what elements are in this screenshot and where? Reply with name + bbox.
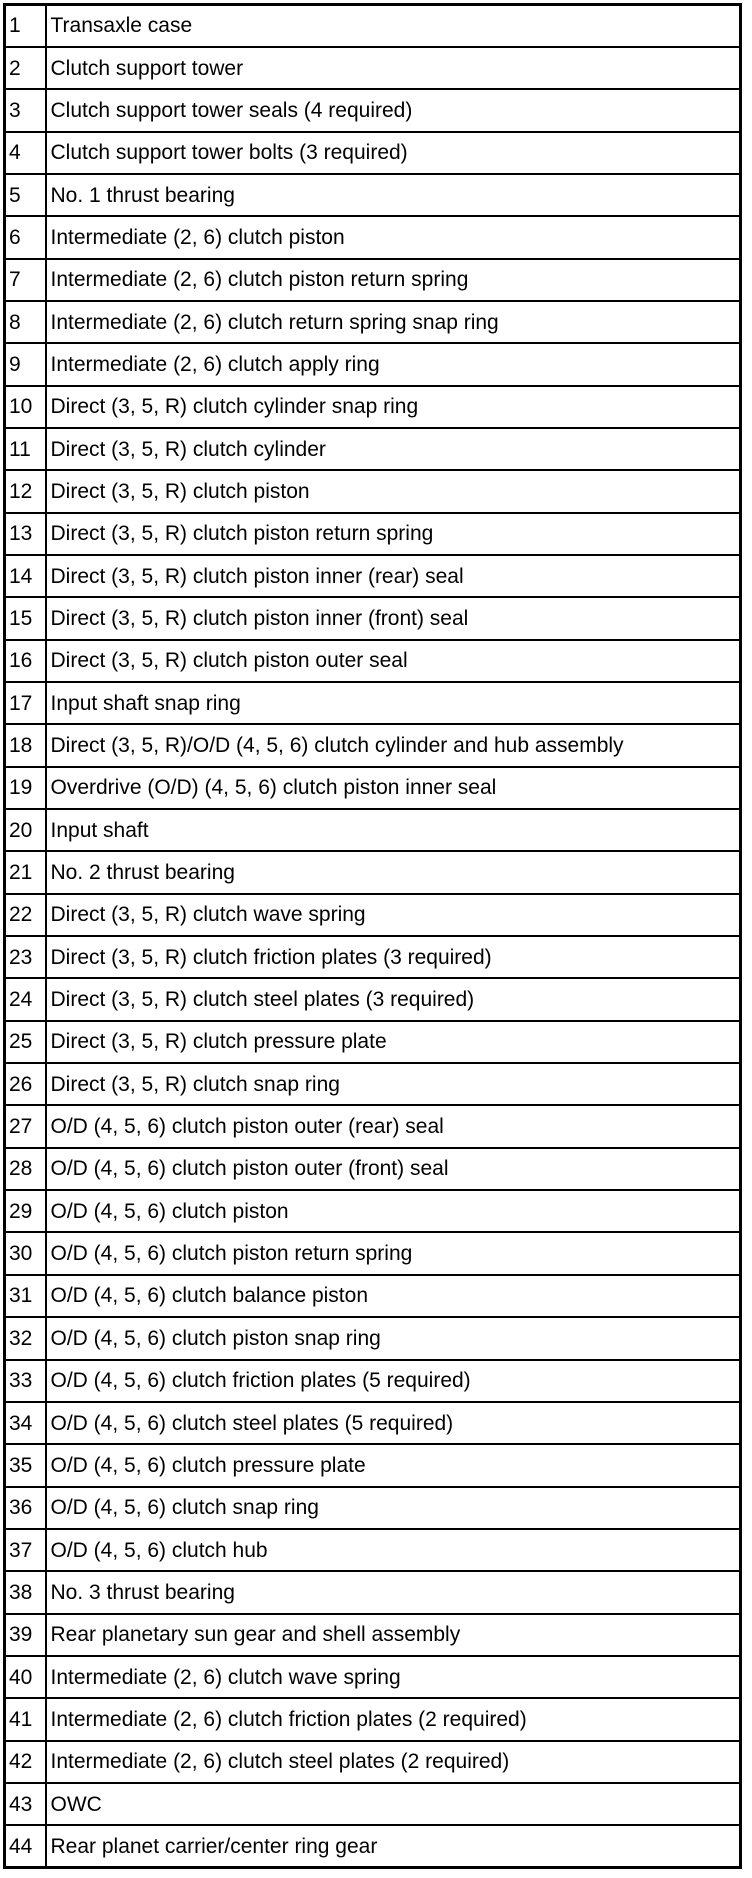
part-number: 44 xyxy=(5,1825,46,1867)
table-row xyxy=(5,1741,741,1783)
table-row xyxy=(5,851,741,893)
part-description: O/D (4, 5, 6) clutch piston xyxy=(46,1190,741,1232)
part-description: No. 3 thrust bearing xyxy=(46,1571,741,1613)
part-number: 13 xyxy=(5,513,46,555)
part-description: Direct (3, 5, R) clutch steel plates (3 required) xyxy=(46,978,741,1020)
table-row xyxy=(5,1444,741,1486)
table-row xyxy=(5,809,741,851)
part-number: 19 xyxy=(5,767,46,809)
table-row xyxy=(5,1360,741,1402)
part-number: 20 xyxy=(5,809,46,851)
part-number: 32 xyxy=(5,1317,46,1359)
table-row xyxy=(5,1190,741,1232)
part-number: 39 xyxy=(5,1614,46,1656)
part-description: O/D (4, 5, 6) clutch hub xyxy=(46,1529,741,1571)
part-number: 16 xyxy=(5,640,46,682)
table-row xyxy=(5,1571,741,1613)
part-number: 14 xyxy=(5,555,46,597)
table-row xyxy=(5,1105,741,1147)
part-description: Direct (3, 5, R)/O/D (4, 5, 6) clutch cylinder and hub assembly xyxy=(46,724,741,766)
part-number: 24 xyxy=(5,978,46,1020)
part-description: O/D (4, 5, 6) clutch balance piston xyxy=(46,1275,741,1317)
part-description: Clutch support tower seals (4 required) xyxy=(46,89,741,131)
table-row xyxy=(5,1487,741,1529)
part-number: 6 xyxy=(5,216,46,258)
table-row xyxy=(5,936,741,978)
part-number: 4 xyxy=(5,132,46,174)
table-row xyxy=(5,640,741,682)
part-number: 35 xyxy=(5,1444,46,1486)
part-number: 10 xyxy=(5,386,46,428)
part-description: Intermediate (2, 6) clutch return spring snap ring xyxy=(46,301,741,343)
part-description: Direct (3, 5, R) clutch piston inner (front) seal xyxy=(46,597,741,639)
part-description: Input shaft xyxy=(46,809,741,851)
part-description: Input shaft snap ring xyxy=(46,682,741,724)
parts-table-body xyxy=(5,5,741,1868)
part-number: 1 xyxy=(5,5,46,47)
part-description: No. 1 thrust bearing xyxy=(46,174,741,216)
table-row xyxy=(5,724,741,766)
part-description: Direct (3, 5, R) clutch friction plates (3 required) xyxy=(46,936,741,978)
table-row xyxy=(5,259,741,301)
table-row xyxy=(5,1317,741,1359)
table-row xyxy=(5,1825,741,1867)
part-description: Intermediate (2, 6) clutch steel plates (2 required) xyxy=(46,1741,741,1783)
table-row xyxy=(5,174,741,216)
part-description: Direct (3, 5, R) clutch cylinder xyxy=(46,428,741,470)
parts-legend-table xyxy=(3,3,742,1869)
table-row xyxy=(5,5,741,47)
part-description: Intermediate (2, 6) clutch wave spring xyxy=(46,1656,741,1698)
part-description: Intermediate (2, 6) clutch apply ring xyxy=(46,343,741,385)
table-row xyxy=(5,597,741,639)
table-row xyxy=(5,894,741,936)
part-number: 37 xyxy=(5,1529,46,1571)
table-row xyxy=(5,1656,741,1698)
part-number: 40 xyxy=(5,1656,46,1698)
part-description: Clutch support tower bolts (3 required) xyxy=(46,132,741,174)
table-row xyxy=(5,1275,741,1317)
table-row xyxy=(5,89,741,131)
part-number: 36 xyxy=(5,1487,46,1529)
part-description: Direct (3, 5, R) clutch pressure plate xyxy=(46,1021,741,1063)
part-description: Rear planet carrier/center ring gear xyxy=(46,1825,741,1867)
part-number: 12 xyxy=(5,470,46,512)
part-number: 11 xyxy=(5,428,46,470)
part-description: OWC xyxy=(46,1783,741,1825)
part-description: Direct (3, 5, R) clutch cylinder snap ring xyxy=(46,386,741,428)
table-row xyxy=(5,1021,741,1063)
part-number: 34 xyxy=(5,1402,46,1444)
table-row xyxy=(5,513,741,555)
part-number: 30 xyxy=(5,1232,46,1274)
table-row xyxy=(5,386,741,428)
table-row xyxy=(5,343,741,385)
part-description: Direct (3, 5, R) clutch piston return spring xyxy=(46,513,741,555)
table-row xyxy=(5,1529,741,1571)
part-number: 29 xyxy=(5,1190,46,1232)
part-description: Transaxle case xyxy=(46,5,741,47)
table-row xyxy=(5,978,741,1020)
part-number: 3 xyxy=(5,89,46,131)
part-number: 7 xyxy=(5,259,46,301)
part-description: Direct (3, 5, R) clutch wave spring xyxy=(46,894,741,936)
part-number: 25 xyxy=(5,1021,46,1063)
table-row xyxy=(5,301,741,343)
table-row xyxy=(5,47,741,89)
part-description: O/D (4, 5, 6) clutch piston return spring xyxy=(46,1232,741,1274)
part-description: O/D (4, 5, 6) clutch piston outer (rear) seal xyxy=(46,1105,741,1147)
table-row xyxy=(5,1402,741,1444)
part-description: Intermediate (2, 6) clutch friction plates (2 required) xyxy=(46,1698,741,1740)
part-description: Direct (3, 5, R) clutch piston xyxy=(46,470,741,512)
part-number: 2 xyxy=(5,47,46,89)
table-row xyxy=(5,1148,741,1190)
part-number: 5 xyxy=(5,174,46,216)
part-description: Rear planetary sun gear and shell assembly xyxy=(46,1614,741,1656)
part-number: 33 xyxy=(5,1360,46,1402)
part-description: Overdrive (O/D) (4, 5, 6) clutch piston inner seal xyxy=(46,767,741,809)
table-row xyxy=(5,1232,741,1274)
table-row xyxy=(5,1614,741,1656)
part-number: 8 xyxy=(5,301,46,343)
part-description: Direct (3, 5, R) clutch piston outer seal xyxy=(46,640,741,682)
table-row xyxy=(5,216,741,258)
table-row xyxy=(5,682,741,724)
part-description: No. 2 thrust bearing xyxy=(46,851,741,893)
part-number: 41 xyxy=(5,1698,46,1740)
table-row xyxy=(5,1063,741,1105)
part-number: 42 xyxy=(5,1741,46,1783)
part-description: Clutch support tower xyxy=(46,47,741,89)
table-row xyxy=(5,132,741,174)
part-description: O/D (4, 5, 6) clutch snap ring xyxy=(46,1487,741,1529)
part-number: 38 xyxy=(5,1571,46,1613)
part-description: O/D (4, 5, 6) clutch pressure plate xyxy=(46,1444,741,1486)
part-number: 22 xyxy=(5,894,46,936)
part-description: Direct (3, 5, R) clutch snap ring xyxy=(46,1063,741,1105)
part-number: 31 xyxy=(5,1275,46,1317)
part-number: 28 xyxy=(5,1148,46,1190)
part-description: Direct (3, 5, R) clutch piston inner (rear) seal xyxy=(46,555,741,597)
table-row xyxy=(5,555,741,597)
part-number: 9 xyxy=(5,343,46,385)
part-description: O/D (4, 5, 6) clutch piston outer (front) seal xyxy=(46,1148,741,1190)
table-row xyxy=(5,1783,741,1825)
table-row xyxy=(5,767,741,809)
part-description: O/D (4, 5, 6) clutch friction plates (5 required) xyxy=(46,1360,741,1402)
part-description: Intermediate (2, 6) clutch piston xyxy=(46,216,741,258)
part-number: 43 xyxy=(5,1783,46,1825)
table-row xyxy=(5,428,741,470)
part-description: O/D (4, 5, 6) clutch piston snap ring xyxy=(46,1317,741,1359)
part-description: O/D (4, 5, 6) clutch steel plates (5 required) xyxy=(46,1402,741,1444)
part-number: 17 xyxy=(5,682,46,724)
part-number: 26 xyxy=(5,1063,46,1105)
part-number: 18 xyxy=(5,724,46,766)
part-description: Intermediate (2, 6) clutch piston return spring xyxy=(46,259,741,301)
table-row xyxy=(5,1698,741,1740)
part-number: 27 xyxy=(5,1105,46,1147)
part-number: 21 xyxy=(5,851,46,893)
part-number: 23 xyxy=(5,936,46,978)
part-number: 15 xyxy=(5,597,46,639)
table-row xyxy=(5,470,741,512)
